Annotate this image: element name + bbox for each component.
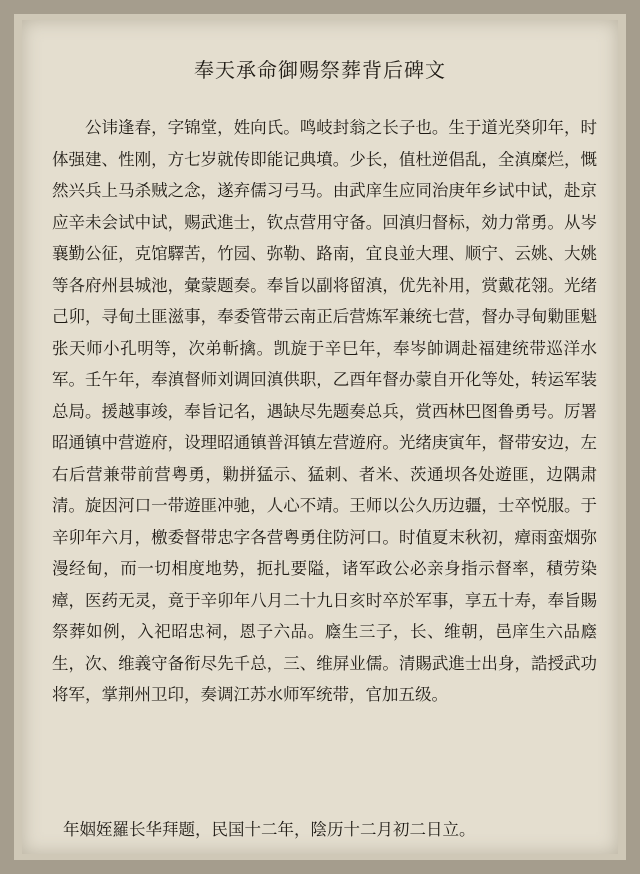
inscription-title: 奉天承命御赐祭葬背后碑文: [194, 58, 446, 82]
inscription-paper: [22, 20, 618, 854]
inscription-body: 公讳逢春，字锦堂，姓向氏。鸣岐封翁之长子也。生于道光癸卯年，时体强建、性刚，方七岁就传即能记典墳。少长，值杜逆倡乱，全滇糜烂，慨然兴兵上马杀贼之念，遂弃儒习弓马。由武庠生应同治庚年乡试中试，赴京应辛未会试中试，赐武進士，钦点营用守备。回滇归督标，効力常勇。从岑襄勤公征，克馆驛苦，竹园、弥勒、路南，宜良並大理、顺宁、云姚、大姚等各府州县城池，彙蒙题奏。奉旨以副将留滇，优先补用，赏戴花翎。光绪己卯，寻甸土匪滋事，奉委管带云南正后营炼军兼统七营，督办寻甸勦匪魁张天师小孔明等，次弟斬擒。凯旋于辛巳年，奉岑帥调赴福建统带巡洋水军。壬午年，奉滇督师刘调回滇供职，乙酉年督办蒙自开化等处，转运军装总局。援越事竣，奉旨记名，遇缺尽先题奏总兵，赏西林巴图鲁勇号。厉署昭通镇中营遊府，设理昭通镇普洱镇左营遊府。光绪庚寅年，督带安边，左右后营兼带前营粤勇，勦拼猛示、猛刺、者米、茨通坝各处遊匪，边隅肃清。旋因河口一带遊匪冲驰，人心不靖。王师以公久历边疆，士卒悦服。于辛卯年六月，檄委督带忠字各营粤勇住防河口。时值夏末秋初，瘴雨蛮烟弥漫经甸，而一切相度地势，扼扎要隘，诸军政公必亲身指示督率，積劳染瘴，医药无灵，竟于辛卯年八月二十九日亥时卒於军事，享五十寿，奉旨賜祭葬如例，入祀昭忠祠，恩子六品。廕生三子，长、维朝，邑庠生六品廕生，次、维義守备衔尽先千总，三、维屏业儒。清賜武進士出身，誥授武功将军，掌荆州卫印，奏调江苏水师军统带，官加五级。: [52, 118, 597, 704]
inscription-signoff: 年姻姪羅长华拜题，民国十二年，陰历十二月初二日立。: [63, 820, 476, 839]
